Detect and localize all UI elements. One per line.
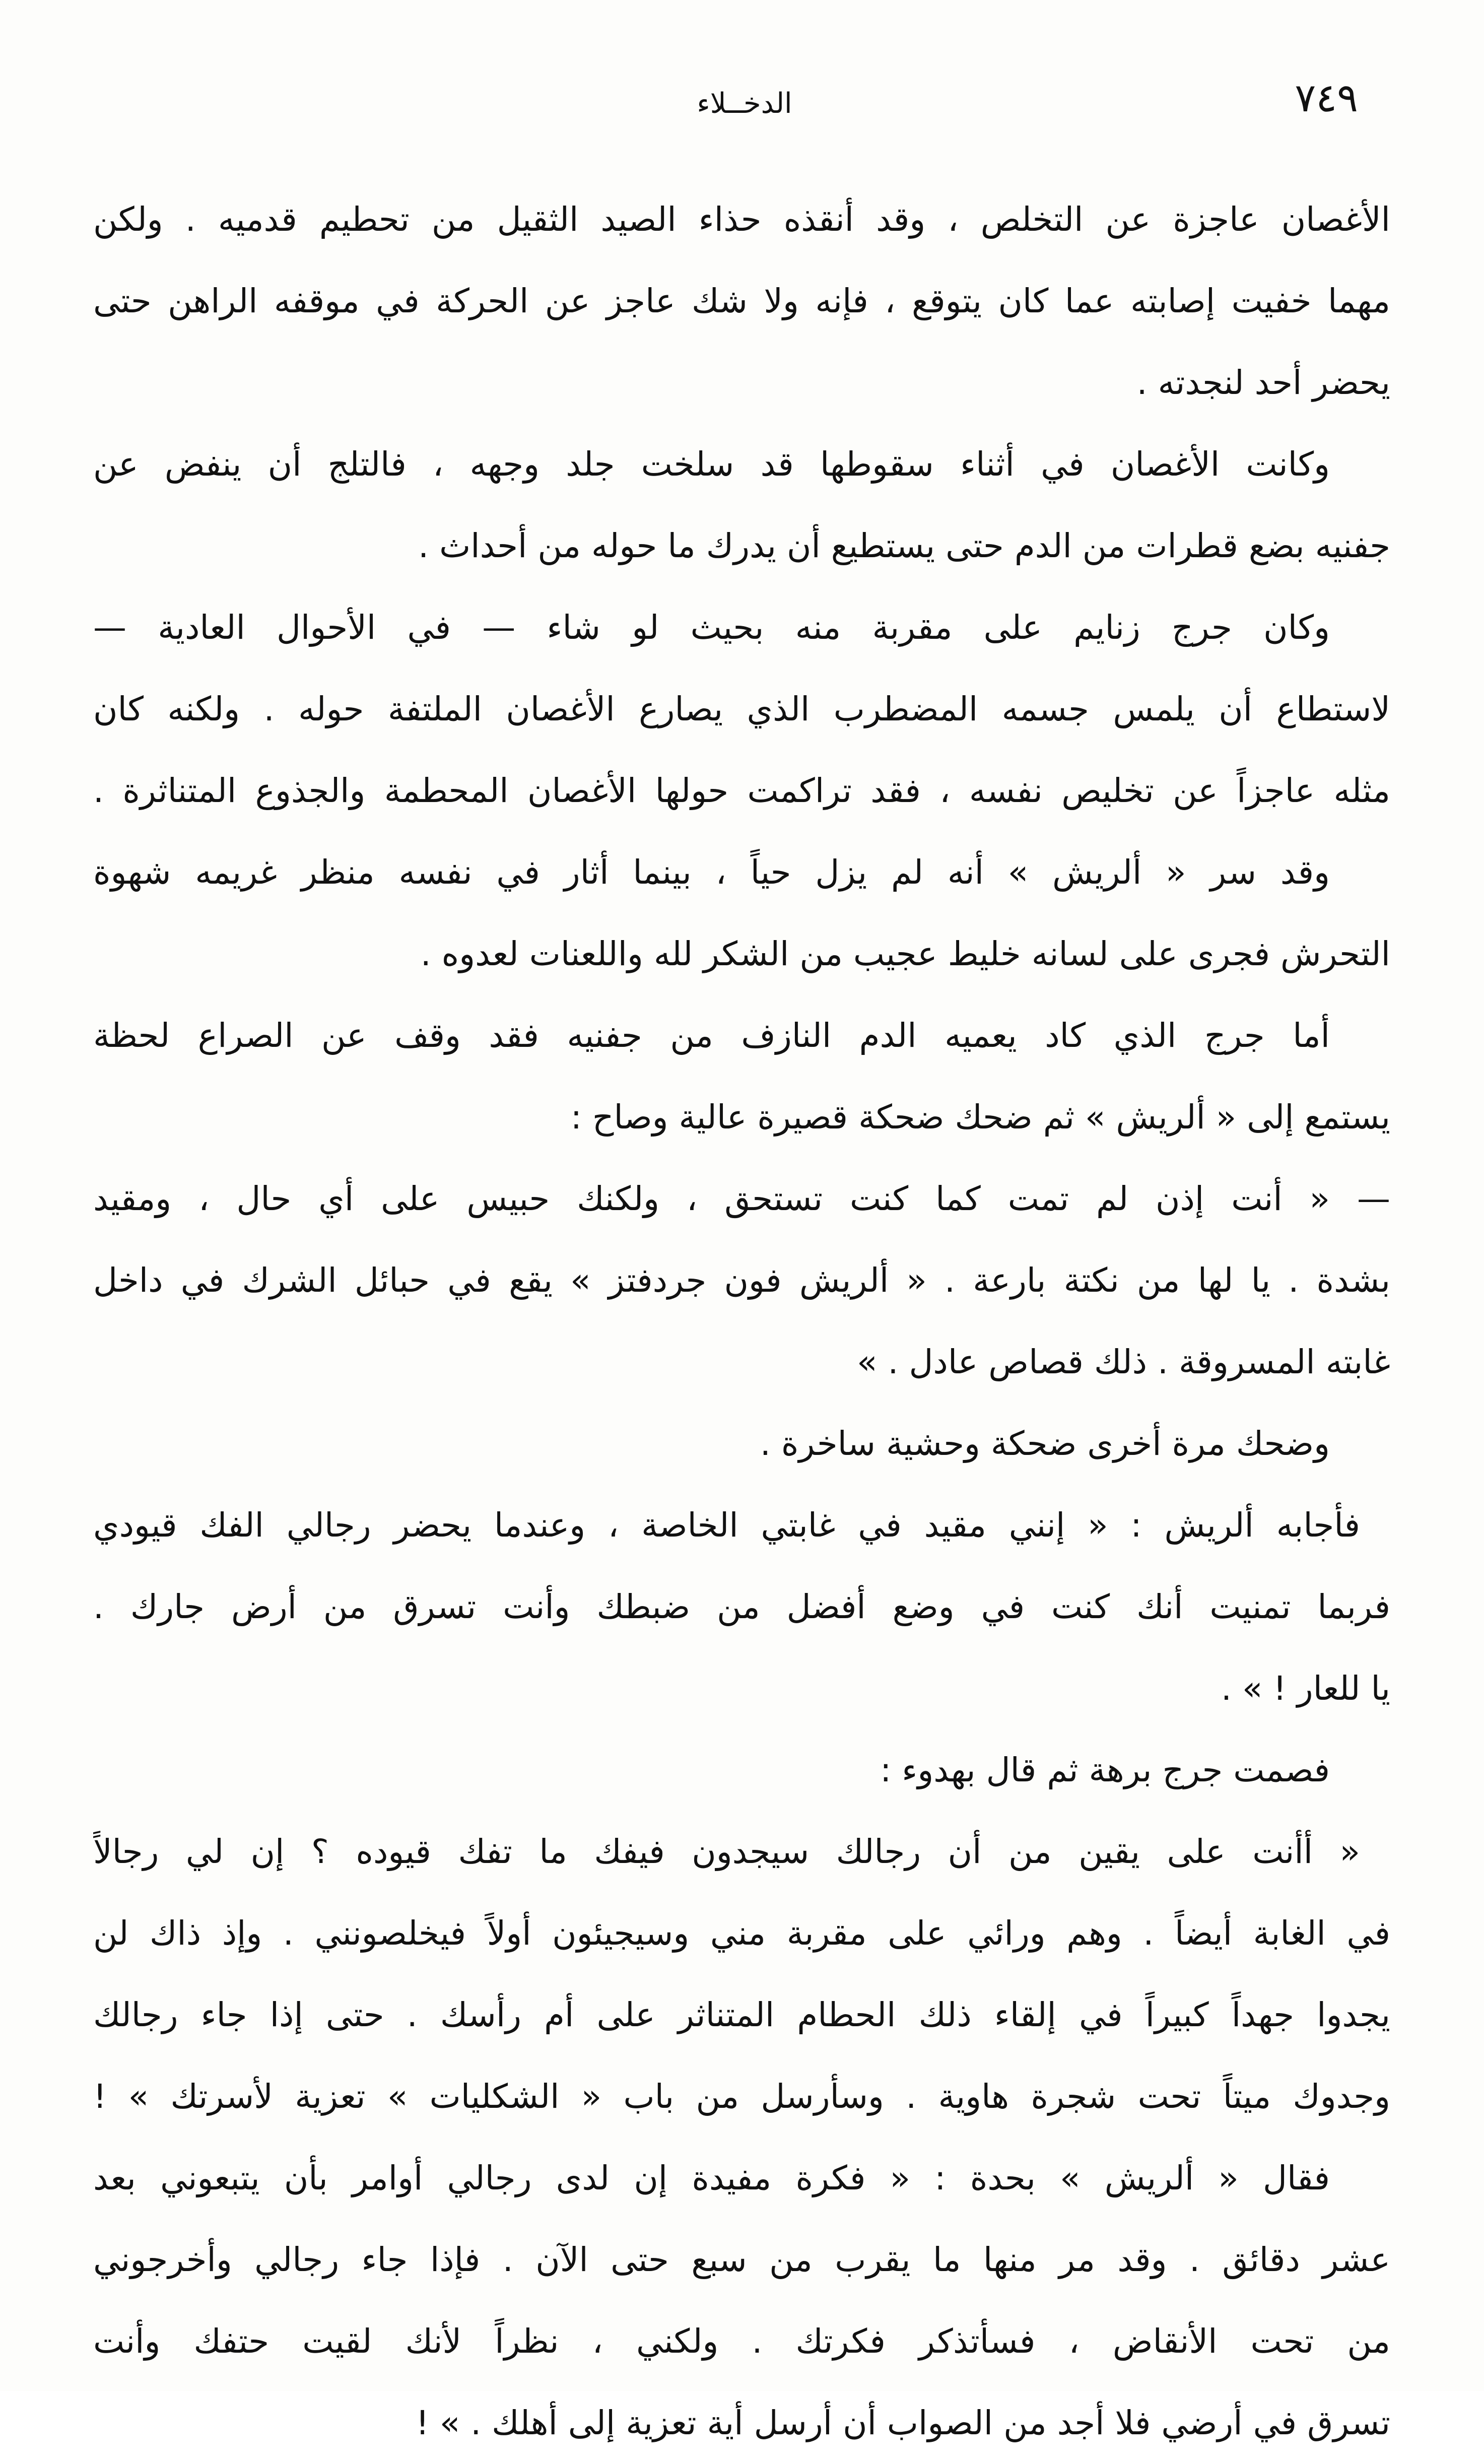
text-line: أما جرج الذي كاد يعميه الدم النازف من جفنيه فقد وقف عن الصراع لحظة <box>93 1016 1330 1055</box>
text-line: يجدوا جهداً كبيراً في إلقاء ذلك الحطام المتناثر على أم رأسك . حتى إذا جاء رجالك <box>93 1995 1390 2034</box>
running-title: الدخــلاء <box>697 87 792 120</box>
text-line: من تحت الأنقاض ، فسأتذكر فكرتك . ولكني ، نظراً لأنك لقيت حتفك وأنت <box>93 2322 1390 2361</box>
text-line: بشدة . يا لها من نكتة بارعة . « ألريش فون جردفتز » يقع في حبائل الشرك في داخل <box>93 1261 1390 1300</box>
text-line: عشر دقائق . وقد مر منها ما يقرب من سبع حتى الآن . فإذا جاء رجالي وأخرجوني <box>93 2240 1390 2279</box>
text-line: فقال « ألريش » بحدة : « فكرة مفيدة إن لدى رجالي أوامر بأن يتبعوني بعد <box>93 2159 1330 2197</box>
text-line: وضحك مرة أخرى ضحكة وحشية ساخرة . <box>760 1424 1330 1463</box>
text-line: التحرش فجرى على لسانه خليط عجيب من الشكر لله واللعنات لعدوه . <box>420 935 1390 973</box>
text-line: الأغصان عاجزة عن التخلص ، وقد أنقذه حذاء الصيد الثقيل من تحطيم قدميه . ولكن <box>93 200 1390 239</box>
text-line: وقد سر « ألريش » أنه لم يزل حياً ، بينما أثار في نفسه منظر غريمه شهوة <box>93 853 1330 892</box>
text-line: جفنيه بضع قطرات من الدم حتى يستطيع أن يدرك ما حوله من أحداث . <box>418 526 1390 565</box>
text-line: — « أنت إذن لم تمت كما كنت تستحق ، ولكنك حبيس على أي حال ، ومقيد <box>93 1179 1390 1218</box>
text-line: فأجابه ألريش : « إنني مقيد في غابتي الخاصة ، وعندما يحضر رجالي الفك قيودي <box>93 1506 1360 1545</box>
text-line: وجدوك ميتاً تحت شجرة هاوية . وسأرسل من باب « الشكليات » تعزية لأسرتك » ! <box>93 2077 1390 2116</box>
text-line: غابته المسروقة . ذلك قصاص عادل . » <box>857 1343 1390 1381</box>
text-line: لاستطاع أن يلمس جسمه المضطرب الذي يصارع الأغصان الملتفة حوله . ولكنه كان <box>93 690 1390 728</box>
text-line: تسرق في أرضي فلا أجد من الصواب أن أرسل أية تعزية إلى أهلك . » ! <box>416 2404 1390 2442</box>
text-line: فصمت جرج برهة ثم قال بهدوء : <box>880 1751 1330 1789</box>
text-line: « أأنت على يقين من أن رجالك سيجدون فيفك ما تفك قيوده ؟ إن لي رجالاً <box>93 1832 1360 1871</box>
text-line: فربما تمنيت أنك كنت في وضع أفضل من ضبطك وأنت تسرق من أرض جارك . <box>93 1587 1390 1626</box>
text-line: مهما خفيت إصابته عما كان يتوقع ، فإنه ولا شك عاجز عن الحركة في موقفه الراهن حتى <box>93 282 1390 320</box>
text-line: مثله عاجزاً عن تخليص نفسه ، فقد تراكمت حولها الأغصان المحطمة والجذوع المتناثرة . <box>93 771 1390 810</box>
text-line: يا للعار ! » . <box>1221 1669 1390 1708</box>
text-line: وكان جرج زنايم على مقربة منه بحيث لو شاء — في الأحوال العادية — <box>93 608 1330 647</box>
page-number: ٧٤٩ <box>1295 76 1358 121</box>
text-line: يحضر أحد لنجدته . <box>1136 363 1390 402</box>
text-line: يستمع إلى « ألريش » ثم ضحك ضحكة قصيرة عالية وصاح : <box>570 1098 1390 1137</box>
text-line: في الغابة أيضاً . وهم ورائي على مقربة مني وسيجيئون أولاً فيخلصونني . وإذ ذاك لن <box>93 1914 1390 1953</box>
text-line: وكانت الأغصان في أثناء سقوطها قد سلخت جلد وجهه ، فالتلج أن ينفض عن <box>93 445 1330 484</box>
page-header <box>131 76 1358 131</box>
body-text <box>93 179 1390 2464</box>
